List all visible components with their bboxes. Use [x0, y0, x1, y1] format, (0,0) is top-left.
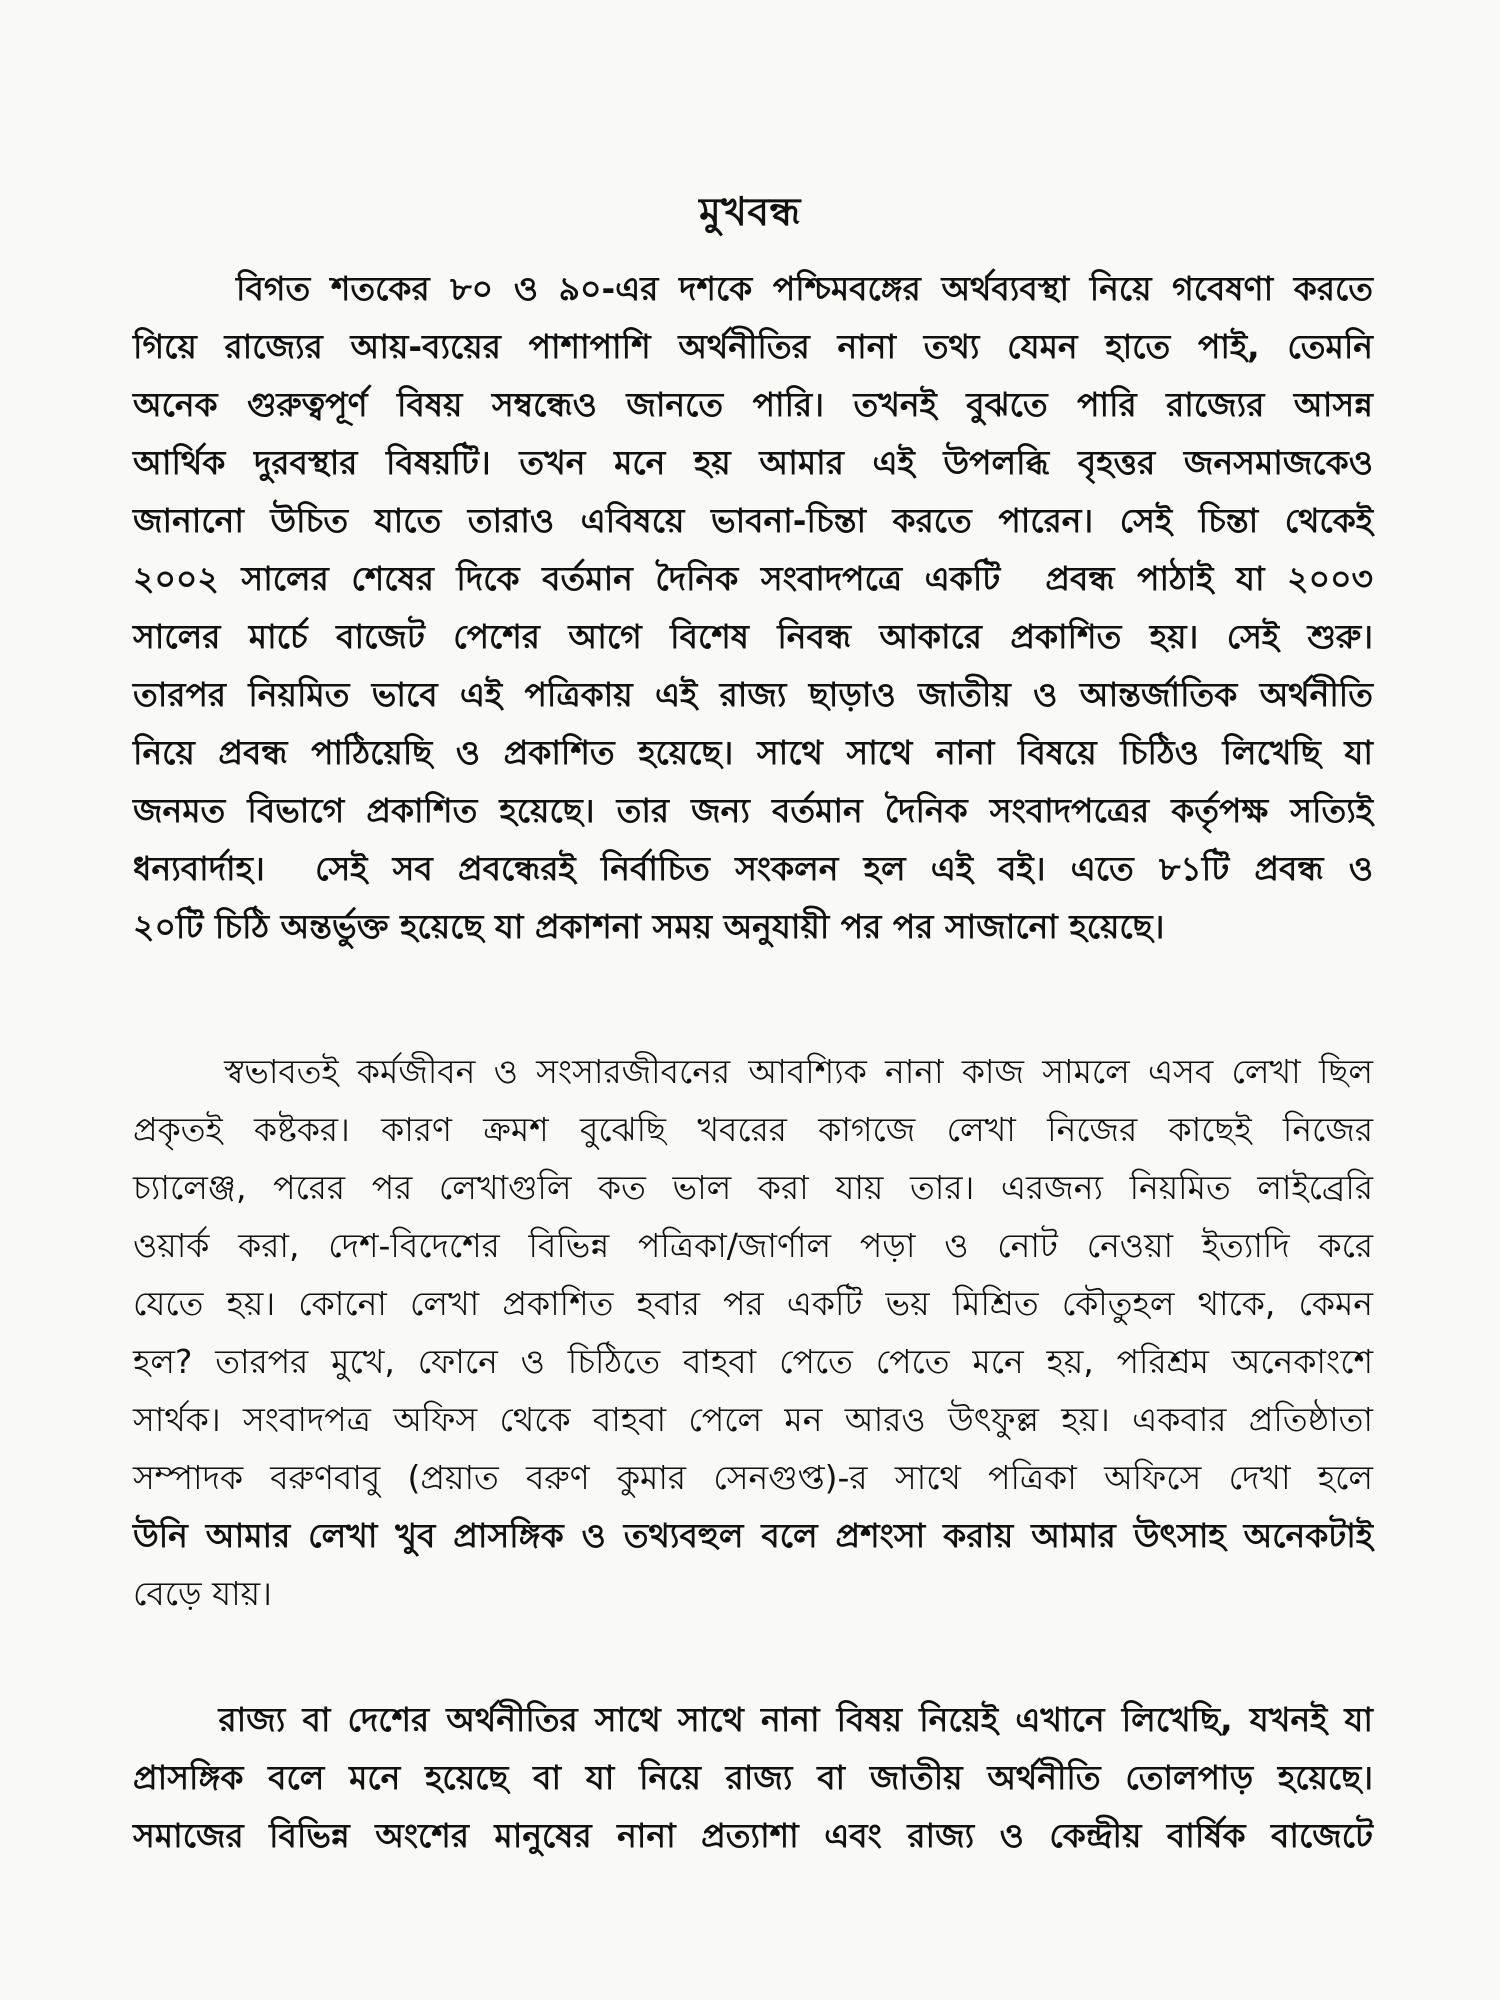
text-line: সালের মার্চে বাজেট পেশের আগে বিশেষ নিবন্ধ আকারে প্রকাশিত হয়। সেই শুরু। [133, 617, 1373, 656]
text-line: প্রকৃতই কষ্টকর। কারণ ক্রমশ বুঝেছি খবরের কাগজে লেখা নিজের কাছেই নিজের [133, 1110, 1373, 1149]
page-title: মুখবন্ধ [699, 190, 801, 235]
text-line: সম্পাদক বরুণবাবু (প্রয়াত বরুণ কুমার সেনগুপ্ত)-র সাথে পত্রিকা অফিসে দেখা হলে [133, 1458, 1373, 1497]
text-line: ২০০২ সালের শেষের দিকে বর্তমান দৈনিক সংবাদপত্রে একটি প্রবন্ধ পাঠাই যা ২০০৩ [133, 559, 1373, 598]
text-line: ধন্যবার্দাহ। সেই সব প্রবন্ধেরই নির্বাচিত সংকলন হল এই বই। এতে ৮১টি প্রবন্ধ ও [133, 849, 1373, 888]
text-line: সমাজের বিভিন্ন অংশের মানুষের নানা প্রত্যাশা এবং রাজ্য ও কেন্দ্রীয় বার্ষিক বাজেটে [133, 1816, 1373, 1855]
text-line: ওয়ার্ক করা, দেশ-বিদেশের বিভিন্ন পত্রিকা/জার্ণাল পড়া ও নোট নেওয়া ইত্যাদি করে [133, 1226, 1373, 1265]
text-line: গিয়ে রাজ্যের আয়-ব্যয়ের পাশাপাশি অর্থনীতির নানা তথ্য যেমন হাতে পাই, তেমনি [133, 327, 1373, 366]
text-line: চ্যালেঞ্জ, পরের পর লেখাগুলি কত ভাল করা যায় তার। এরজন্য নিয়মিত লাইব্রেরি [133, 1168, 1373, 1207]
text-line: সার্থক। সংবাদপত্র অফিস থেকে বাহবা পেলে মন আরও উৎফুল্ল হয়। একবার প্রতিষ্ঠাতা [133, 1400, 1373, 1439]
text-line: রাজ্য বা দেশের অর্থনীতির সাথে সাথে নানা বিষয় নিয়েই এখানে লিখেছি, যখনই যা [133, 1700, 1373, 1739]
text-line: প্রাসঙ্গিক বলে মনে হয়েছে বা যা নিয়ে রাজ্য বা জাতীয় অর্থনীতি তোলপাড় হয়েছে। [133, 1758, 1373, 1797]
text-line: হল? তারপর মুখে, ফোনে ও চিঠিতে বাহবা পেতে পেতে মনে হয়, পরিশ্রম অনেকাংশে [133, 1342, 1373, 1381]
text-line: উনি আমার লেখা খুব প্রাসঙ্গিক ও তথ্যবহুল বলে প্রশংসা করায় আমার উৎসাহ অনেকটাই [133, 1516, 1373, 1555]
text-line: বিগত শতকের ৮০ ও ৯০-এর দশকে পশ্চিমবঙ্গের অর্থব্যবস্থা নিয়ে গবেষণা করতে [133, 269, 1373, 308]
text-line: নিয়ে প্রবন্ধ পাঠিয়েছি ও প্রকাশিত হয়েছে। সাথে সাথে নানা বিষয়ে চিঠিও লিখেছি যা [133, 733, 1373, 772]
text-line: বেড়ে যায়। [133, 1574, 272, 1613]
text-line: স্বভাবতই কর্মজীবন ও সংসারজীবনের আবশ্যিক নানা কাজ সামলে এসব লেখা ছিল [133, 1052, 1373, 1091]
text-line: ২০টি চিঠি অন্তর্ভুক্ত হয়েছে যা প্রকাশনা সময় অনুযায়ী পর পর সাজানো হয়েছে। [133, 907, 1165, 946]
text-line: যেতে হয়। কোনো লেখা প্রকাশিত হবার পর একটি ভয় মিশ্রিত কৌতুহল থাকে, কেমন [133, 1284, 1373, 1323]
text-line: জানানো উচিত যাতে তারাও এবিষয়ে ভাবনা-চিন্তা করতে পারেন। সেই চিন্তা থেকেই [133, 501, 1373, 540]
text-line: তারপর নিয়মিত ভাবে এই পত্রিকায় এই রাজ্য ছাড়াও জাতীয় ও আন্তর্জাতিক অর্থনীতি [133, 675, 1373, 714]
text-line: আর্থিক দুরবস্থার বিষয়টি। তখন মনে হয় আমার এই উপলব্ধি বৃহত্তর জনসমাজকেও [133, 443, 1373, 482]
text-line: জনমত বিভাগে প্রকাশিত হয়েছে। তার জন্য বর্তমান দৈনিক সংবাদপত্রের কর্তৃপক্ষ সত্যিই [133, 791, 1373, 830]
text-line: অনেক গুরুত্বপূর্ণ বিষয় সম্বন্ধেও জানতে পারি। তখনই বুঝতে পারি রাজ্যের আসন্ন [133, 385, 1373, 424]
